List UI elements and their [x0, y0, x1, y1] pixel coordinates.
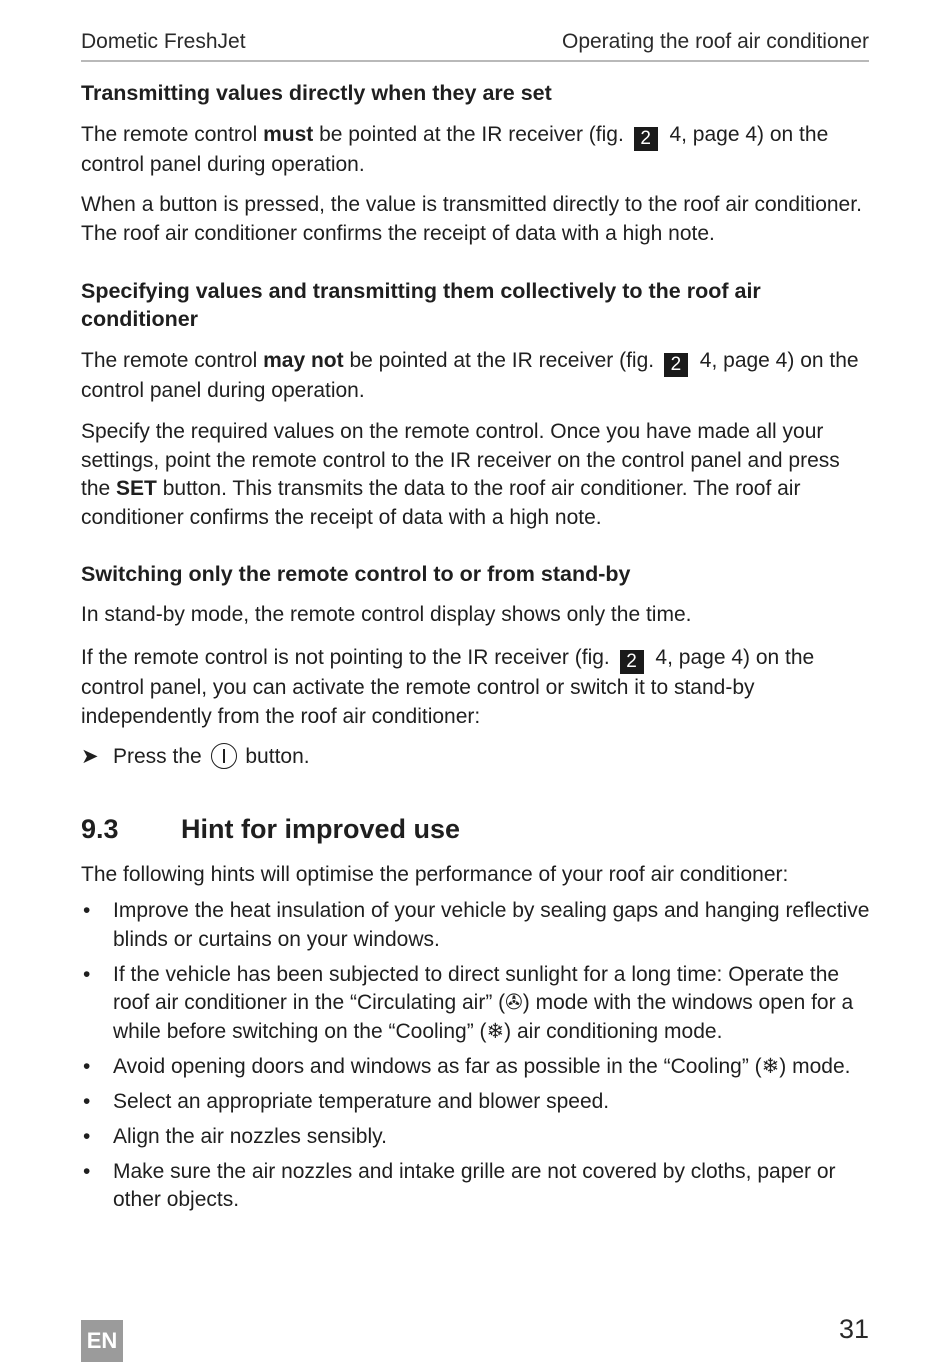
heading-transmit-direct: Transmitting values directly when they are set — [81, 81, 552, 105]
paragraph-direct-transmit: When a button is pressed, the value is transmitted directly to the roof air conditioner. The roof air conditioner confirms the receipt of data with a high note. — [81, 193, 862, 245]
figure-ref-badge: 2 — [664, 353, 688, 377]
page-number: 31 — [838, 1314, 869, 1344]
section-number: 9.3 — [81, 814, 119, 844]
list-item: • Align the air nozzles sensibly. — [81, 1123, 871, 1152]
figure-ref-badge: 2 — [620, 650, 644, 674]
paragraph-set-button: Specify the required values on the remote control. Once you have made all your settings, point the remote control to the IR receiver on the control panel and press the SET button. This transmits the data to the roof air conditioner. The roof air conditioner confirms the receipt of data with a high note. — [81, 420, 840, 529]
heading-standby: Switching only the remote control to or from stand-by — [81, 562, 631, 586]
paragraph-may-not-point: The remote control may not be pointed at the IR receiver (fig. 2 4, page 4) on the control panel during operation. — [81, 349, 859, 402]
section-heading — [81, 812, 460, 846]
list-item: • Make sure the air nozzles and intake grille are not covered by cloths, paper or other objects. — [81, 1158, 871, 1215]
page-header — [81, 30, 869, 62]
language-badge: EN — [81, 1320, 123, 1362]
paragraph-hints-intro: The following hints will optimise the performance of your roof air conditioner: — [81, 863, 789, 886]
header-product: Dometic FreshJet — [81, 30, 246, 53]
list-item: • If the vehicle has been subjected to direct sunlight for a long time: Operate the roof air conditioner in the “Circulating air” (✇) mode with the windows open for a while before switching on the “Cooling” (❄) air conditioning mode. — [81, 961, 871, 1047]
paragraph-must-point: The remote control must be pointed at the IR receiver (fig. 2 4, page 4) on the control panel during operation. — [81, 123, 829, 176]
fan-icon: ✇ — [505, 991, 523, 1014]
heading-specify-collectively: Specifying values and transmitting them collectively to the roof air conditioner — [81, 279, 761, 331]
figure-ref-badge: 2 — [634, 127, 658, 151]
instruction-step: ➤ Press the button. — [81, 743, 310, 771]
header-chapter: Operating the roof air conditioner — [561, 30, 869, 53]
snowflake-icon: ❄ — [486, 1019, 505, 1043]
list-item: • Improve the heat insulation of your vehicle by sealing gaps and hanging reflective blinds or curtains on your windows. — [81, 897, 871, 954]
paragraph-not-pointing: If the remote control is not pointing to the IR receiver (fig. 2 4, page 4) on the control panel, you can activate the remote control or switch it to stand-by independently from the roof air conditioner: — [81, 646, 815, 728]
arrow-icon: ➤ — [81, 745, 99, 768]
hints-list — [81, 897, 871, 1221]
power-icon — [211, 743, 237, 769]
list-item: • Select an appropriate temperature and blower speed. — [81, 1088, 871, 1117]
list-item: • Avoid opening doors and windows as far as possible in the “Cooling” (❄) mode. — [81, 1053, 871, 1082]
paragraph-standby-mode: In stand-by mode, the remote control display shows only the time. — [81, 603, 692, 626]
snowflake-icon: ❄ — [761, 1054, 780, 1078]
section-title: Hint for improved use — [181, 814, 461, 844]
